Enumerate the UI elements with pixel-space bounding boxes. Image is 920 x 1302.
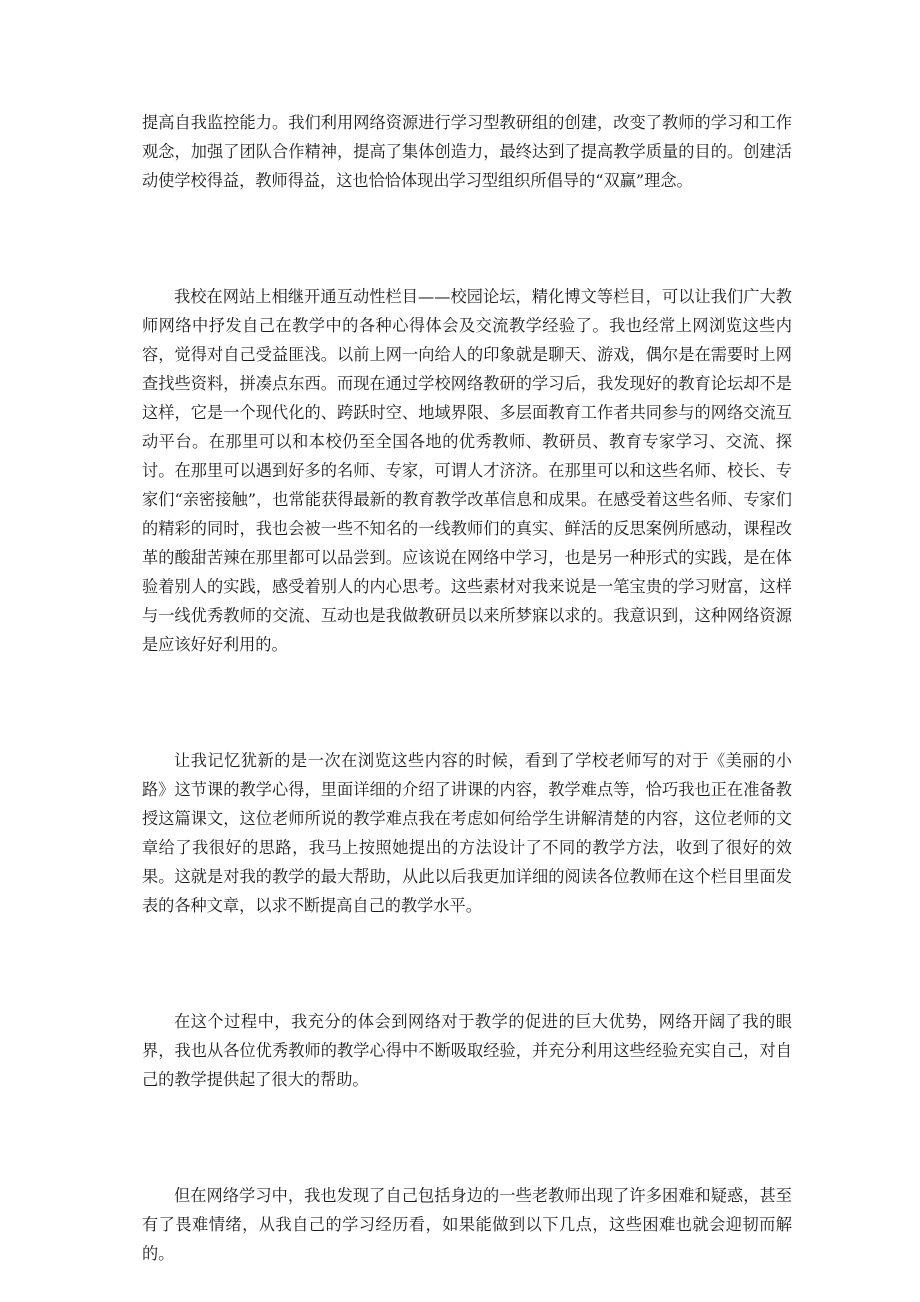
document-page bbox=[142, 108, 792, 1268]
paragraph-1: 提高自我监控能力。我们利用网络资源进行学习型教研组的创建，改变了教师的学习和工作观念，加强了团队合作精神，提高了集体创造力，最终达到了提高教学质量的目的。创建活动使学校得益，教师得益，这也恰恰体现出学习型组织所倡导的“双赢”理念。 bbox=[142, 113, 792, 190]
paragraph-4: 在这个过程中，我充分的体会到网络对于教学的促进的巨大优势，网络开阔了我的眼界，我也从各位优秀教师的教学心得中不断吸取经验，并充分利用这些经验充实自己，对自己的教学提供起了很大的帮助。 bbox=[142, 1012, 792, 1089]
paragraph-5: 但在网络学习中，我也发现了自己包括身边的一些老教师出现了许多困难和疑惑，甚至有了畏难情绪，从我自己的学习经历看，如果能做到以下几点，这些困难也就会迎韧而解的。 bbox=[142, 1186, 792, 1263]
paragraph-2: 我校在网站上相继开通互动性栏目——校园论坛，精化博文等栏目，可以让我们广大教师网络中抒发自己在教学中的各种心得体会及交流教学经验了。我也经常上网浏览这些内容，觉得对自己受益匪浅。以前上网一向给人的印象就是聊天、游戏，偶尔是在需要时上网查找些资料，拼凑点东西。而现在通过学校网络教研的学习后，我发现好的教育论坛却不是这样，它是一个现代化的、跨跃时空、地域界限、多层面教育工作者共同参与的网络交流互动平台。在那里可以和本校仍至全国各地的优秀教师、教研员、教育专家学习、交流、探讨。在那里可以遇到好多的名师、专家，可谓人才济济。在那里可以和这些名师、校长、专家们“亲密接触”，也常能获得最新的教育教学改革信息和成果。在感受着这些名师、专家们的精彩的同时，我也会被一些不知名的一线教师们的真实、鲜活的反思案例所感动，课程改革的酸甜苦辣在那里都可以品尝到。应该说在网络中学习，也是另一种形式的实践，是在体验着别人的实践，感受着别人的内心思考。这些素材对我来说是一笔宝贵的学习财富，这样与一线优秀教师的交流、互动也是我做教研员以来所梦寐以求的。我意识到，这种网络资源是应该好好利用的。 bbox=[142, 287, 792, 654]
paragraph-3: 让我记忆犹新的是一次在浏览这些内容的时候，看到了学校老师写的对于《美丽的小路》这节课的教学心得，里面详细的介绍了讲课的内容，教学难点等，恰巧我也正在准备教授这篇课文，这位老师所说的教学难点我在考虑如何给学生讲解清楚的内容，这位老师的文章给了我很好的思路，我马上按照她提出的方法设计了不同的教学方法，收到了很好的效果。这就是对我的教学的最大帮助，从此以后我更加详细的阅读各位教师在这个栏目里面发表的各种文章，以求不断提高自己的教学水平。 bbox=[142, 751, 792, 915]
